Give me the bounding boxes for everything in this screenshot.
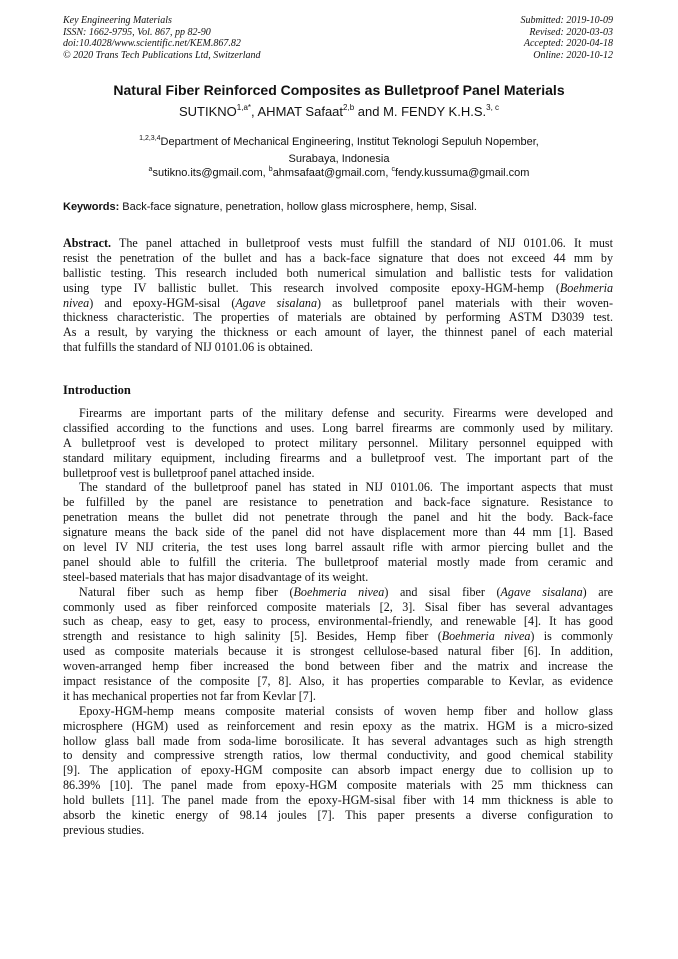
journal-copyright: © 2020 Trans Tech Publications Ltd, Switzerland [63, 49, 261, 61]
text-run: 86.39% [10]. The panel made from epoxy-HGM composite materials with 25 mm thickness can [63, 778, 613, 793]
text-line [63, 510, 613, 525]
keywords-text: Back-face signature, penetration, hollow glass microsphere, hemp, Sisal. [119, 201, 477, 213]
text-line [63, 495, 613, 510]
text-line [63, 793, 613, 808]
date-revised: Revised: 2020-03-03 [529, 26, 613, 38]
text-run: steel-based materials that has major disadvantage of its weight. [63, 569, 369, 584]
journal-name: Key Engineering Materials [63, 15, 172, 26]
italic-text: Boehmeria nivea [293, 584, 385, 599]
text-line [63, 659, 613, 674]
text-line [63, 614, 613, 629]
text-run: ) as bulletproof panel materials with their woven- [317, 295, 613, 310]
section-heading-introduction: Introduction [63, 383, 131, 397]
text-run: impact resistance of the composite [7, 8]. Also, it has properties comparable to Kevlar, as evidence [63, 674, 613, 689]
author-sup: 2,b [343, 103, 355, 112]
text-run: panel should able to fulfill the criteria. The bulletproof material mostly made from ceramic and [63, 554, 613, 569]
text-line [63, 340, 613, 355]
text-line [63, 734, 613, 749]
email-sep: , [385, 167, 392, 179]
affiliation [0, 130, 678, 168]
italic-text: Agave sisalana [500, 584, 583, 599]
text-line [63, 600, 613, 615]
text-run: standard military equipment, including firearms and a bulletproof vest. The important part of the [63, 450, 613, 465]
text-run: [9]. The application of epoxy-HGM composite can absorb impact energy due to collision up to [63, 763, 613, 778]
italic-text: Boehmeria nivea [441, 629, 531, 644]
text-line [63, 719, 613, 734]
keywords [63, 201, 613, 213]
text-line [63, 310, 613, 325]
text-run: such as cheap, easy to get, easy to process, environmental-friendly, and renewable [4]. It has good [63, 614, 613, 629]
text-run: strength and resistance to high salinity [5]. Besides, Hemp fiber ( [63, 629, 442, 644]
email-sup: b [268, 166, 273, 173]
author-sep: and [354, 104, 384, 119]
text-run: Natural fiber such as hemp fiber ( [79, 584, 294, 599]
affiliation-line: Surabaya, Indonesia [288, 153, 390, 165]
text-run: ballistic testing. This research included both numerical simulation and ballistic tests for validation [63, 265, 613, 280]
introduction-body [63, 406, 613, 838]
text-run: microsphere (HGM) used as reinforcement and resin epoxy as the matrix. HGM is a micro-sized [63, 718, 613, 733]
text-line [63, 748, 613, 763]
paragraph [63, 704, 613, 838]
journal-info [63, 15, 261, 61]
italic-text: Agave sisalana [235, 295, 317, 310]
text-run: signature means the back side of the panel did not have displacement more than 44 mm [1]. Based [63, 525, 613, 540]
paper-title: Natural Fiber Reinforced Composites as Bulletproof Panel Materials [113, 82, 565, 98]
text-run: previous studies. [63, 822, 145, 837]
text-line [63, 451, 613, 466]
text-run: be fulfilled by the panel are resistance to penetration and back-face signature. Resistance to [63, 495, 613, 510]
text-line [63, 570, 613, 585]
author-name: AHMAT Safaat [257, 104, 344, 119]
author-emails [0, 166, 678, 179]
author-name: M. FENDY K.H.S. [383, 104, 487, 119]
email-sep: , [262, 167, 269, 179]
email-link[interactable]: sutikno.its@gmail.com [152, 167, 263, 179]
text-line [63, 251, 613, 266]
text-line [63, 281, 613, 296]
text-line [63, 644, 613, 659]
text-line [63, 674, 613, 689]
text-run: penetration means the bullet did not penetrate through the panel and hit the body. Back-face [63, 510, 613, 525]
text-run: Epoxy-HGM-hemp means composite material consists of woven hemp fiber and hollow glass [79, 703, 613, 718]
text-run: on level IV NIJ criteria, the test uses long barrel assault rifle with armor piercing bullet and the [63, 540, 613, 555]
text-run: commonly used as fiber reinforced composite materials [2, 3]. Sisal fiber has several advantages [63, 599, 613, 614]
text-run: thickness characteristic. The properties of materials are obtained by performing ASTM D3039 test. [63, 310, 613, 325]
date-online: Online: 2020-10-12 [533, 49, 613, 61]
text-run: bulletproof vest is bulletproof panel attached inside. [63, 465, 315, 480]
email-sup: a [148, 166, 153, 173]
text-line [63, 480, 613, 495]
author-sup: 3, c [486, 103, 500, 112]
text-line [63, 525, 613, 540]
text-line [63, 236, 613, 251]
text-line [63, 421, 613, 436]
text-run: it has mechanical properties not far from Kevlar [7]. [63, 688, 316, 703]
text-line [63, 629, 613, 644]
text-line [63, 823, 613, 838]
text-line [63, 763, 613, 778]
affiliation-sup: 1,2,3,4 [139, 135, 161, 142]
paragraph [63, 480, 613, 584]
paragraph [63, 585, 613, 704]
italic-text: Boehmeria [559, 280, 613, 295]
keywords-label: Keywords: [63, 201, 120, 213]
text-run: resist the penetration of the bullet and has a back-face signature that does not exceed 44 mm by [63, 250, 613, 265]
publication-dates [521, 15, 614, 61]
date-submitted: Submitted: 2019-10-09 [520, 15, 613, 26]
author-list [0, 103, 678, 119]
text-run: ) and sisal fiber ( [384, 584, 501, 599]
text-line [63, 808, 613, 823]
author-sup: 1,a* [236, 103, 251, 112]
email-link[interactable]: fendy.kussuma@gmail.com [394, 167, 530, 179]
author-name: SUTIKNO [178, 104, 237, 119]
affiliation-line: Department of Mechanical Engineering, Institut Teknologi Sepuluh Nopember, [160, 136, 539, 148]
author-sep: , [251, 104, 258, 119]
email-sup: c [391, 166, 395, 173]
text-run: absorb the kinetic energy of 98.14 joules [7]. This paper presents a diverse configuration to [63, 808, 613, 823]
text-run: that fulfills the standard of NIJ 0101.06 is obtained. [63, 340, 313, 355]
text-run: A bulletproof vest is developed to protect military personnel. Military personnel equipped with [63, 435, 613, 450]
text-run: used as composite materials because it is strongest cellulose-based natural fiber [6]. In addition, [63, 644, 613, 659]
date-accepted: Accepted: 2020-04-18 [523, 38, 613, 49]
abstract [63, 236, 613, 355]
abstract-label: Abstract. [63, 236, 112, 250]
text-line [63, 540, 613, 555]
email-link[interactable]: ahmsafaat@gmail.com [272, 167, 386, 179]
text-run: hollow glass ball made from soda-lime borosilicate. It has several advantages such as high strength [63, 733, 613, 748]
text-run: hold bullets [11]. The panel made from the epoxy-HGM-sisal fiber with 14 mm thickness is able to [63, 793, 613, 808]
text-run: The standard of the bulletproof panel has stated in NIJ 0101.06. The important aspects that must [79, 480, 613, 495]
text-line [63, 466, 613, 481]
text-line [63, 266, 613, 281]
text-line [63, 585, 613, 600]
text-run: As a result, by varying the thickness or each amount of layer, the thinnest panel of each material [63, 325, 613, 340]
text-line [63, 704, 613, 719]
text-line [63, 296, 613, 311]
text-run: classified according to the functions and uses. Long barrel firearms are commonly used by military. [63, 420, 613, 435]
text-line [63, 778, 613, 793]
text-run: woven-arranged hemp fiber increased the bond between fiber and the matrix and increase the [63, 659, 613, 674]
text-line [63, 436, 613, 451]
journal-doi: doi:10.4028/www.scientific.net/KEM.867.82 [63, 38, 241, 49]
text-run: ) is commonly [530, 629, 613, 644]
italic-text: nivea [63, 295, 90, 310]
journal-issn: ISSN: 1662-9795, Vol. 867, pp 82-90 [63, 26, 211, 38]
text-line [63, 406, 613, 421]
text-run: to density and compressive strength ratios, low thermal conductivity, and good chemical stability [63, 748, 613, 763]
text-line [63, 555, 613, 570]
text-run: ) are [582, 584, 614, 599]
text-run: ) and epoxy-HGM-sisal ( [89, 295, 236, 310]
paragraph [63, 406, 613, 480]
text-run: The panel attached in bulletproof vests must fulfill the standard of NIJ 0101.06. It must [111, 236, 613, 250]
text-line [63, 325, 613, 340]
text-run: Firearms are important parts of the military defense and security. Firearms were developed and [79, 406, 613, 420]
text-line [63, 689, 613, 704]
text-run: using type IV ballistic bullet. This research involved composite epoxy-HGM-hemp ( [63, 280, 560, 295]
